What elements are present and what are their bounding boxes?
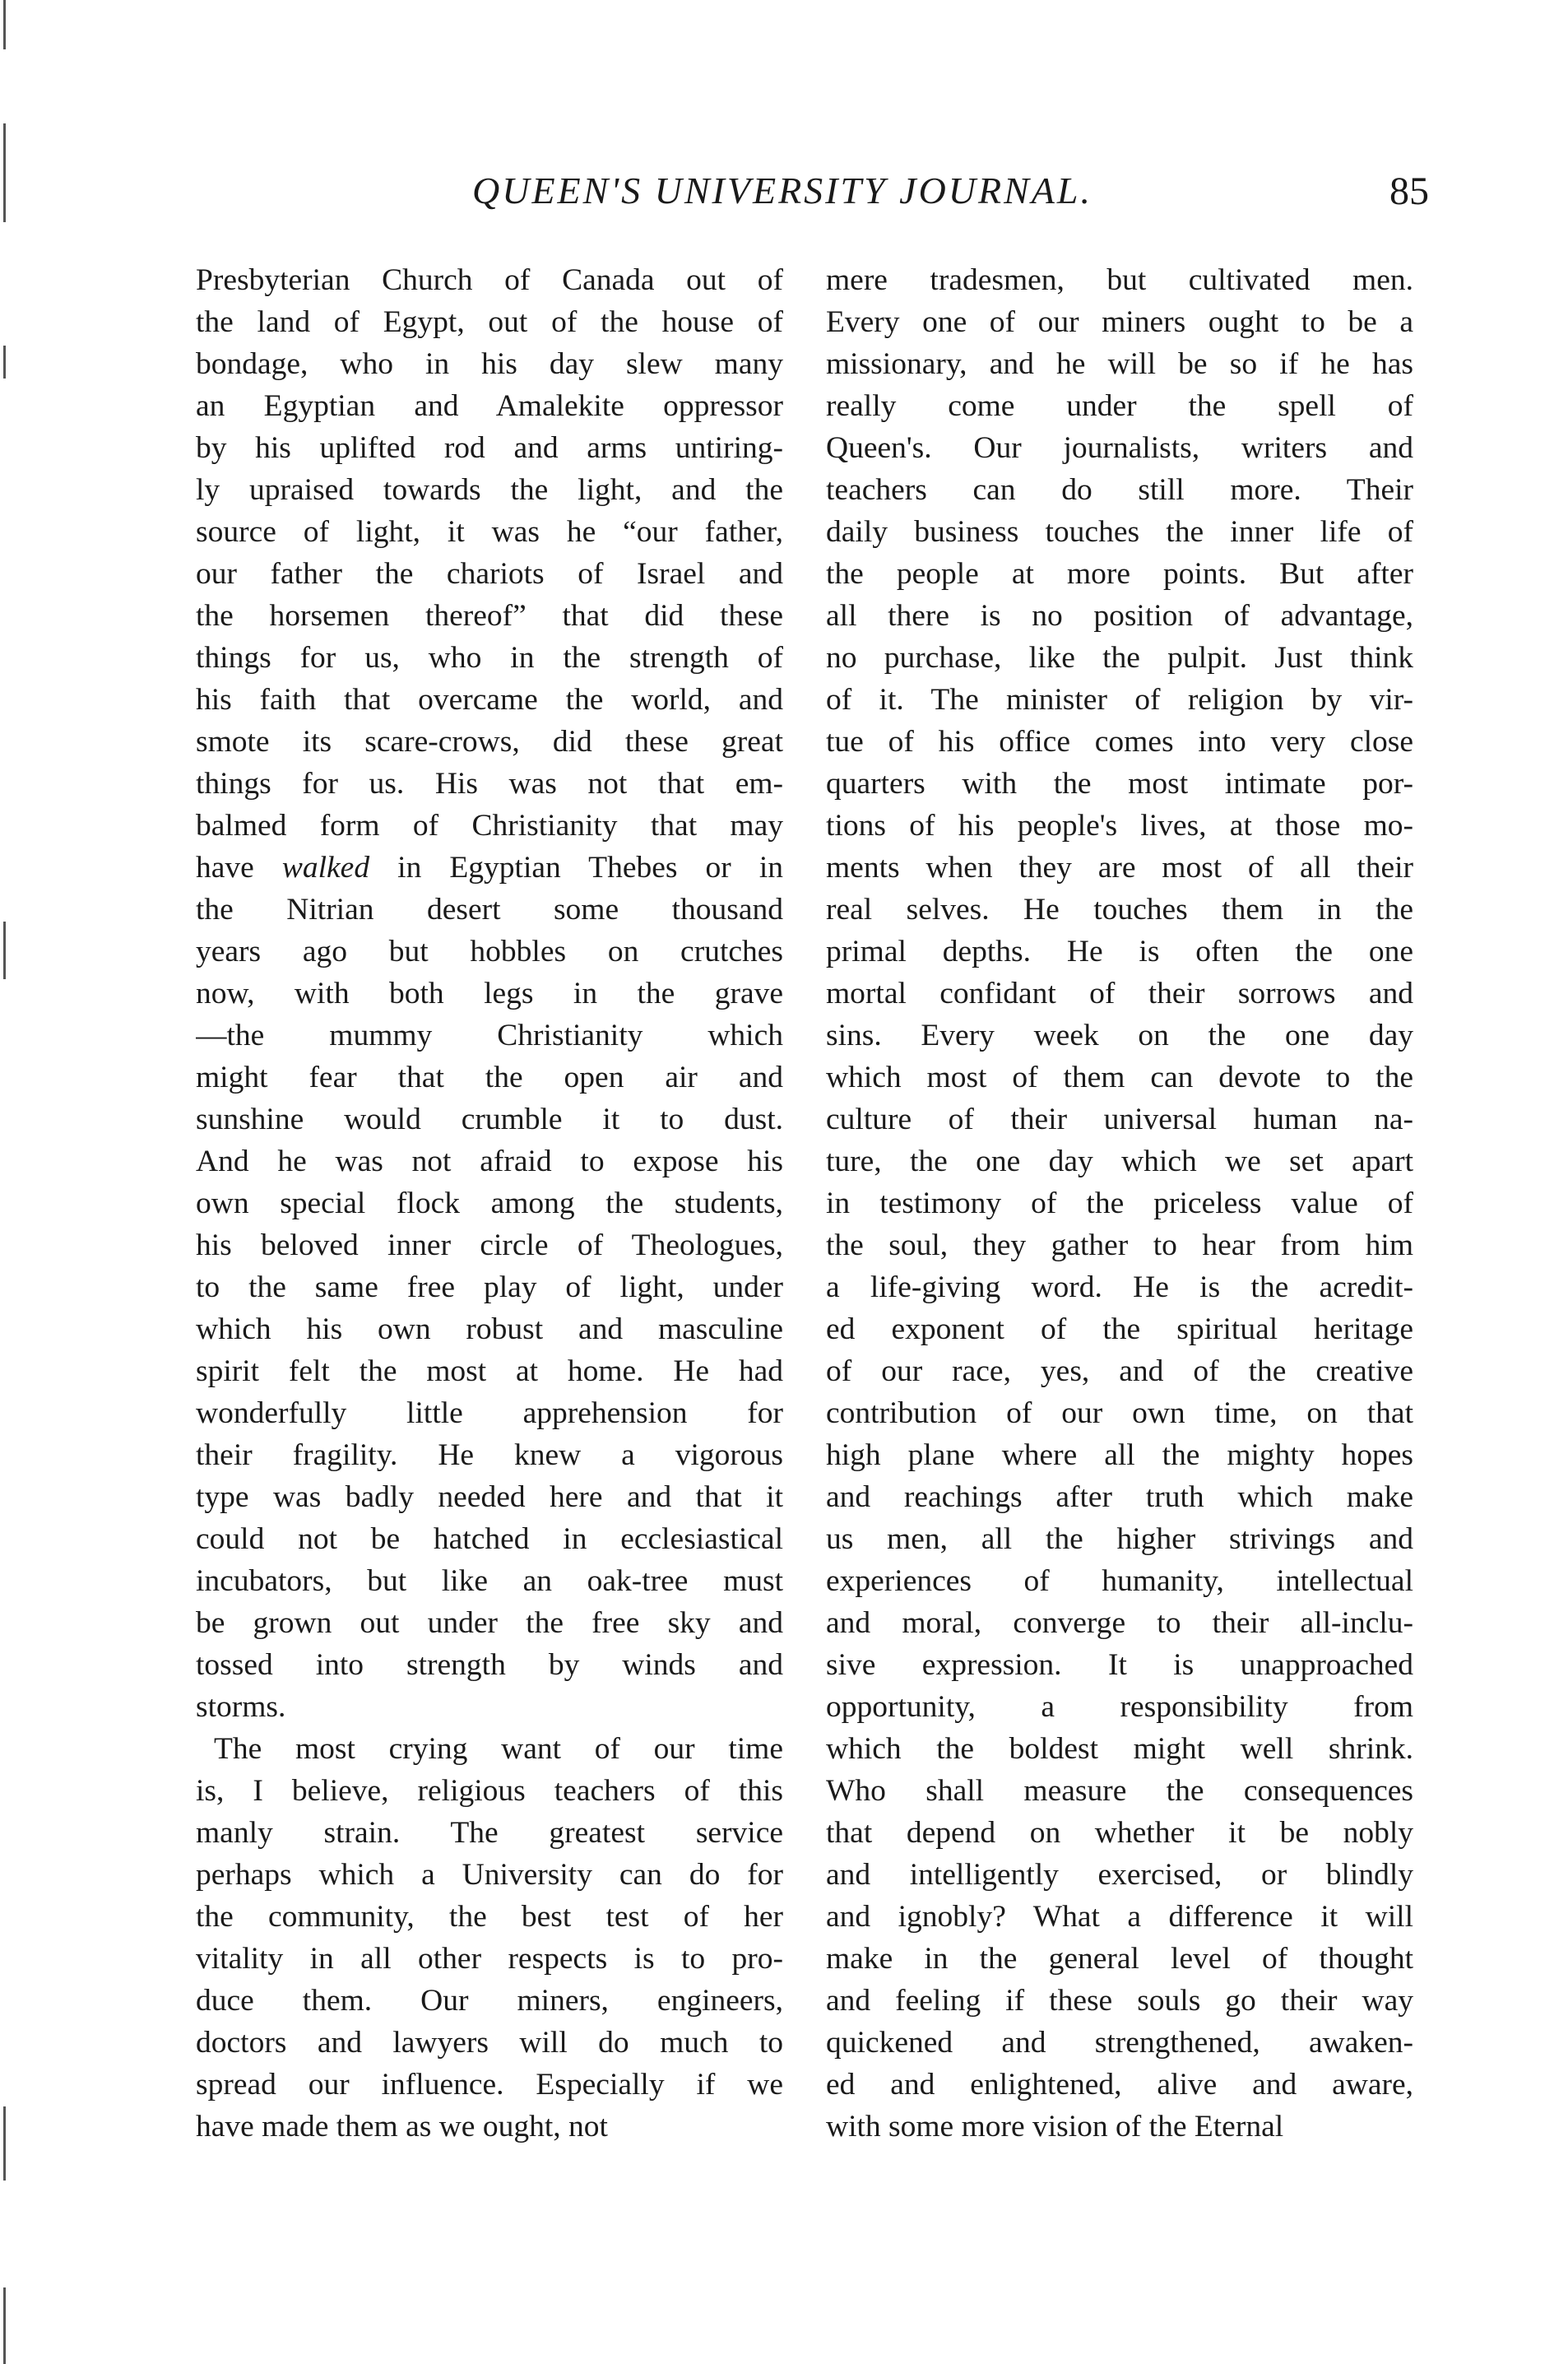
text-line-content: ed exponent of the spiritual heritage: [826, 1312, 1413, 1346]
text-line: [826, 1854, 1413, 1896]
text-line: [826, 2064, 1413, 2106]
text-line-content: really come under the spell of: [826, 389, 1413, 423]
text-line-content: manly strain. The greatest service: [196, 1816, 783, 1850]
text-line: [826, 259, 1413, 301]
text-line-content: own special flock among the students,: [196, 1187, 783, 1220]
text-line-content: and moral, converge to their all-inclu-: [826, 1606, 1413, 1640]
running-head: [195, 169, 1429, 226]
text-line-content: And he was not afraid to expose his: [196, 1145, 783, 1178]
text-line-content: vitality in all other respects is to pro-: [196, 1942, 783, 1976]
text-line: [826, 1728, 1413, 1770]
text-line: [196, 1812, 783, 1854]
text-line-content: and feeling if these souls go their way: [826, 1984, 1413, 2018]
text-line: [196, 553, 783, 595]
text-line-content: no purchase, like the pulpit. Just think: [826, 641, 1413, 675]
text-line-content: doctors and lawyers will do much to: [196, 2026, 783, 2060]
text-line: [826, 1098, 1413, 1140]
text-line-content: and intelligently exercised, or blindly: [826, 1858, 1413, 1892]
page-number: 85: [1389, 170, 1429, 213]
text-line-content: contribution of our own time, on that: [826, 1396, 1413, 1430]
text-line: [826, 1392, 1413, 1434]
text-line-content: ly upraised towards the light, and the: [196, 473, 783, 507]
text-line: [826, 1057, 1413, 1098]
text-line-content: Who shall measure the consequences: [826, 1774, 1413, 1808]
text-line-content: sive expression. It is unapproached: [826, 1648, 1413, 1682]
text-line-content: bondage, who in his day slew many: [196, 347, 783, 381]
text-line-content: spirit felt the most at home. He had: [196, 1354, 783, 1388]
text-line: [196, 721, 783, 763]
text-line: [826, 1644, 1413, 1686]
text-line-content: mere tradesmen, but cultivated men.: [826, 263, 1413, 297]
text-line-content: be grown out under the free sky and: [196, 1606, 783, 1640]
text-line: [196, 1434, 783, 1476]
text-line: [196, 1350, 783, 1392]
text-line-content: source of light, it was he “our father,: [196, 515, 783, 549]
text-line-content: a life-giving word. He is the acredit-: [826, 1270, 1413, 1304]
text-line: [826, 427, 1413, 469]
text-line-content: mortal confidant of their sorrows and: [826, 977, 1413, 1010]
left-text-column: [196, 259, 783, 2148]
text-line: [826, 805, 1413, 847]
text-line-content: smote its scare-crows, did these great: [196, 725, 783, 759]
text-line-content: perhaps which a University can do for: [196, 1858, 783, 1892]
text-line-content: incubators, but like an oak-tree must: [196, 1564, 783, 1598]
journal-title: QUEEN'S UNIVERSITY JOURNAL.: [472, 170, 1092, 211]
text-line-content: ed and enlightened, alive and aware,: [826, 2068, 1413, 2102]
text-line-content: Queen's. Our journalists, writers and: [826, 431, 1413, 465]
text-line: [196, 1015, 783, 1057]
text-line: [826, 721, 1413, 763]
text-line: [826, 1476, 1413, 1518]
text-line-content: have walked in Egyptian Thebes or in: [196, 851, 783, 885]
text-line: [826, 931, 1413, 973]
text-line: [196, 931, 783, 973]
text-line: [196, 973, 783, 1015]
text-line-content: missionary, and he will be so if he has: [826, 347, 1413, 381]
text-line: [196, 595, 783, 637]
text-line: [196, 1854, 783, 1896]
text-line: [196, 637, 783, 679]
text-line-content: of our race, yes, and of the creative: [826, 1354, 1413, 1388]
text-line: [196, 1266, 783, 1308]
text-line-content: the horsemen thereof” that did these: [196, 599, 783, 633]
text-line-content: is, I believe, religious teachers of this: [196, 1774, 783, 1808]
text-line-content: the community, the best test of her: [196, 1900, 783, 1934]
text-line-content: ments when they are most of all their: [826, 851, 1413, 885]
text-line-content: type was badly needed here and that it: [196, 1480, 783, 1514]
text-line: [196, 1140, 783, 1182]
text-line-content: years ago but hobbles on crutches: [196, 935, 783, 968]
text-line-content: ture, the one day which we set apart: [826, 1145, 1413, 1178]
text-line-content: duce them. Our miners, engineers,: [196, 1984, 783, 2018]
scan-edge-marks: [0, 0, 23, 2364]
text-line-content: the soul, they gather to hear from him: [826, 1228, 1413, 1262]
text-line-content: and reachings after truth which make: [826, 1480, 1413, 1514]
text-line-content: his faith that overcame the world, and: [196, 683, 783, 717]
text-line-content: now, with both legs in the grave: [196, 977, 783, 1010]
text-line: [826, 1560, 1413, 1602]
text-line: [826, 1140, 1413, 1182]
text-line-content: in testimony of the priceless value of: [826, 1187, 1413, 1220]
text-line: [826, 1602, 1413, 1644]
text-line: [196, 301, 783, 343]
text-line-content: their fragility. He knew a vigorous: [196, 1438, 783, 1472]
text-line: [196, 1938, 783, 1980]
text-line: [196, 1518, 783, 1560]
text-line-content: his beloved inner circle of Theologues,: [196, 1228, 783, 1262]
text-line-content: balmed form of Christianity that may: [196, 809, 783, 843]
text-line: [196, 511, 783, 553]
text-line-content: all there is no position of advantage,: [826, 599, 1413, 633]
text-line-content: real selves. He touches them in the: [826, 893, 1413, 927]
text-line-content: sunshine would crumble it to dust.: [196, 1103, 783, 1136]
text-line: [196, 1057, 783, 1098]
text-line: [196, 763, 783, 805]
text-line-content: teachers can do still more. Their: [826, 473, 1413, 507]
text-line-content: to the same free play of light, under: [196, 1270, 783, 1304]
text-line-content: our father the chariots of Israel and: [196, 557, 783, 591]
text-line: [196, 1602, 783, 1644]
text-line-content: The most crying want of our time: [214, 1732, 783, 1766]
text-line: [826, 1980, 1413, 2022]
text-line: [196, 1224, 783, 1266]
text-line: [196, 1896, 783, 1938]
text-line-content: us men, all the higher strivings and: [826, 1522, 1413, 1556]
text-line-content: which his own robust and masculine: [196, 1312, 783, 1346]
text-line-content: wonderfully little apprehension for: [196, 1396, 783, 1430]
text-line-content: make in the general level of thought: [826, 1942, 1413, 1976]
text-line-content: the people at more points. But after: [826, 557, 1413, 591]
text-line: [826, 2022, 1413, 2064]
text-line: [196, 1308, 783, 1350]
text-line: [826, 1224, 1413, 1266]
text-line: [826, 2106, 1413, 2148]
text-line: [196, 1476, 783, 1518]
text-line-content: culture of their universal human na-: [826, 1103, 1413, 1136]
text-line-content: tions of his people's lives, at those mo-: [826, 809, 1413, 843]
text-line: [196, 385, 783, 427]
text-line-content: things for us, who in the strength of: [196, 641, 783, 675]
text-line-content: which the boldest might well shrink.: [826, 1732, 1413, 1766]
text-line-content: experiences of humanity, intellectual: [826, 1564, 1413, 1598]
text-line-content: which most of them can devote to the: [826, 1061, 1413, 1094]
text-line-content: quickened and strengthened, awaken-: [826, 2026, 1413, 2060]
text-line: [196, 1098, 783, 1140]
text-line: [826, 679, 1413, 721]
text-line: [826, 385, 1413, 427]
text-line: [826, 1350, 1413, 1392]
text-line: [196, 2064, 783, 2106]
text-line: [196, 2022, 783, 2064]
text-line-content: of it. The minister of religion by vir-: [826, 683, 1413, 717]
text-line: [826, 343, 1413, 385]
text-line: [196, 1560, 783, 1602]
text-line: [826, 847, 1413, 889]
text-line-content: could not be hatched in ecclesiastical: [196, 1522, 783, 1556]
text-line-content: the land of Egypt, out of the house of: [196, 305, 783, 339]
text-line-content: the Nitrian desert some thousand: [196, 893, 783, 927]
text-line-content: Every one of our miners ought to be a: [826, 305, 1413, 339]
text-line-content: things for us. His was not that em-: [196, 767, 783, 801]
text-line: [196, 2106, 783, 2148]
text-line: [826, 1896, 1413, 1938]
text-line-content: Presbyterian Church of Canada out of: [196, 263, 783, 297]
text-line: [826, 469, 1413, 511]
text-line: [826, 763, 1413, 805]
text-line-content: and ignobly? What a difference it will: [826, 1900, 1413, 1934]
text-line: [826, 889, 1413, 931]
text-line-content: might fear that the open air and: [196, 1061, 783, 1094]
text-line: [826, 1015, 1413, 1057]
text-line-content: —the mummy Christianity which: [196, 1019, 783, 1052]
text-line-content: tue of his office comes into very close: [826, 725, 1413, 759]
text-line: [196, 889, 783, 931]
text-line: [826, 1308, 1413, 1350]
text-line: [196, 1980, 783, 2022]
text-line: [196, 1728, 783, 1770]
text-line: [196, 679, 783, 721]
text-line-content: high plane where all the mighty hopes: [826, 1438, 1413, 1472]
text-line: [196, 427, 783, 469]
text-line: [826, 973, 1413, 1015]
text-line-content: opportunity, a responsibility from: [826, 1690, 1413, 1724]
text-line-content: daily business touches the inner life of: [826, 515, 1413, 549]
text-line-content: storms.: [196, 1690, 286, 1724]
text-line: [196, 469, 783, 511]
text-line-content: tossed into strength by winds and: [196, 1648, 783, 1682]
text-line: [196, 1686, 783, 1728]
text-line: [196, 1770, 783, 1812]
text-line: [196, 343, 783, 385]
text-line-content: primal depths. He is often the one: [826, 935, 1413, 968]
text-line: [196, 1644, 783, 1686]
italic-word: walked: [281, 851, 370, 885]
text-line-content: with some more vision of the Eternal: [826, 2110, 1284, 2143]
text-line: [826, 1518, 1413, 1560]
text-line: [196, 259, 783, 301]
text-line: [196, 805, 783, 847]
text-line: [196, 847, 783, 889]
text-line: [196, 1392, 783, 1434]
right-text-column: [826, 259, 1413, 2148]
text-line: [826, 1686, 1413, 1728]
text-line: [826, 1938, 1413, 1980]
text-line: [826, 1812, 1413, 1854]
text-line-content: have made them as we ought, not: [196, 2110, 608, 2143]
text-line: [826, 553, 1413, 595]
text-line: [826, 1770, 1413, 1812]
text-line: [196, 1182, 783, 1224]
text-line-content: that depend on whether it be nobly: [826, 1816, 1413, 1850]
text-line: [826, 1434, 1413, 1476]
text-line-content: by his uplifted rod and arms untiring-: [196, 431, 783, 465]
text-line: [826, 301, 1413, 343]
text-line-content: quarters with the most intimate por-: [826, 767, 1413, 801]
text-line-content: sins. Every week on the one day: [826, 1019, 1413, 1052]
text-line-content: an Egyptian and Amalekite oppressor: [196, 389, 783, 423]
text-line: [826, 1266, 1413, 1308]
text-line: [826, 1182, 1413, 1224]
text-line-content: spread our influence. Especially if we: [196, 2068, 783, 2102]
text-line: [826, 637, 1413, 679]
text-line: [826, 595, 1413, 637]
text-line: [826, 511, 1413, 553]
